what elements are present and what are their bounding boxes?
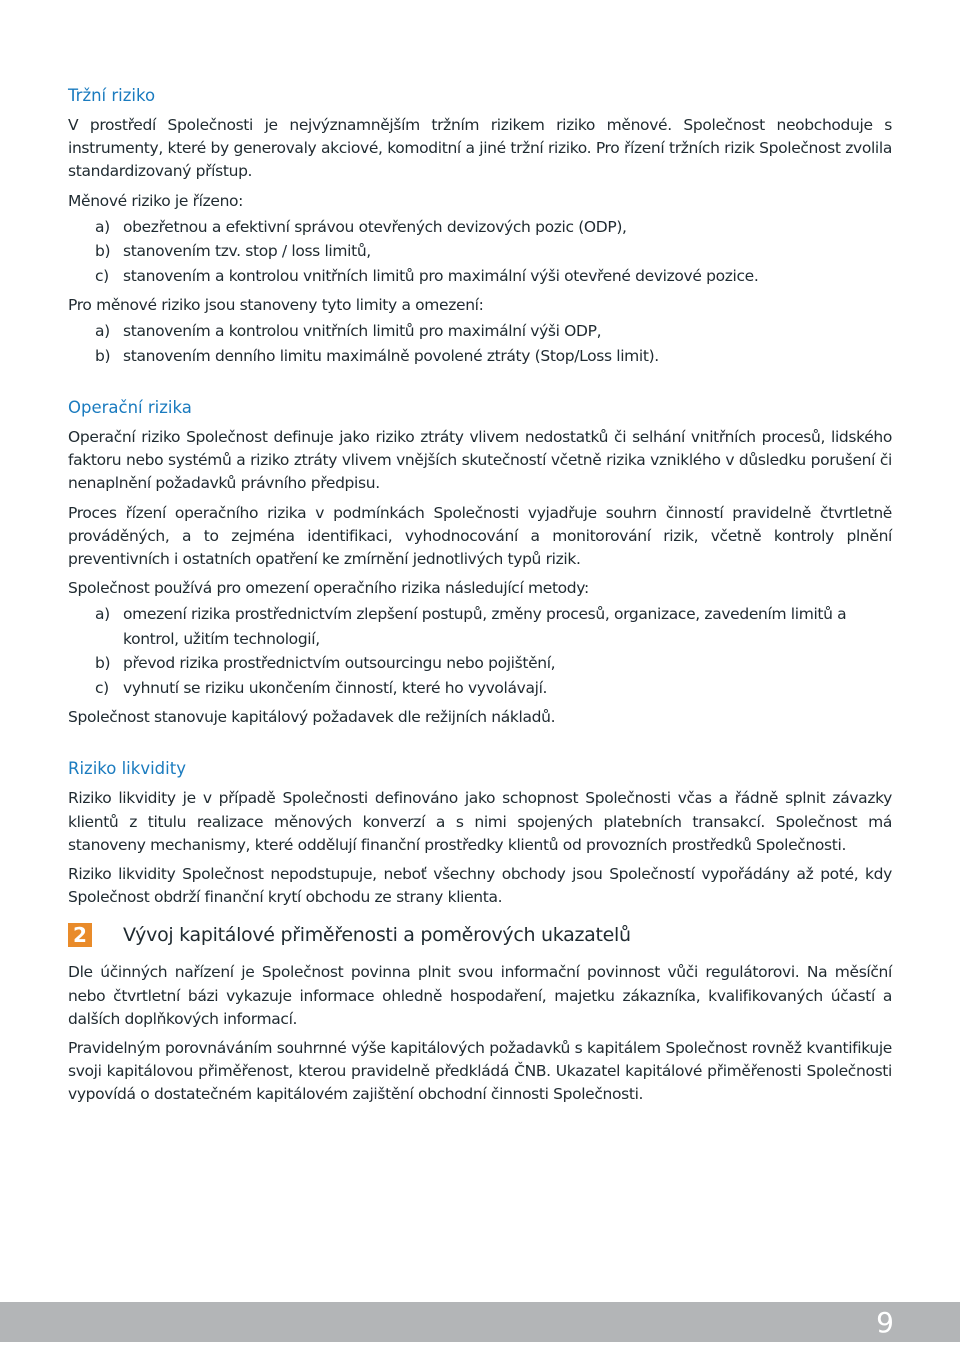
- market-risk-list-2: [68, 319, 892, 368]
- liquidity-risk-paragraph-1: Riziko likvidity je v případě Společnosti definováno jako schopnost Společnosti včas a řádně splnit závazky klientů z titulu realizace měnových konverzí a s nimi spojených platebních transakcí. Společnost má stanoveny mechanismy, které oddělují finanční prostředky klientů od provozních prostředků Společnosti.: [68, 789, 892, 854]
- operational-risk-paragraph-2: Proces řízení operačního rizika v podmínkách Společnosti vyjadřuje souhrn činností pravidelně čtvrtletně prováděných, a to zejména identifikaci, vyhodnocování a monitorování rizik, včetně kontroly plnění preventivních i ostatních opatření ke zmírnění jednotlivých typů rizik.: [68, 503, 892, 569]
- chapter-paragraph-1: Dle účinných nařízení je Společnost povinna plnit svou informační povinnost vůči regulátorovi. Na měsíční nebo čtvrtletní bázi vykazuje informace ohledně hospodaření, majetku zákazníka, kvalifikovaných účastí a dalších doplňkových informací.: [68, 963, 892, 1028]
- list-item: b) převod rizika prostřednictvím outsourcingu nebo pojištění,: [95, 654, 556, 673]
- operational-risk-paragraph-4: Společnost stanovuje kapitálový požadavek dle režijních nákladů.: [68, 708, 556, 727]
- liquidity-risk-paragraph-2: Riziko likvidity Společnost nepodstupuje, neboť všechny obchody jsou Společností vypořádány až poté, kdy Společnost obdrží finanční krytí obchodu ze strany klienta.: [68, 864, 892, 907]
- chapter-paragraph-2: Pravidelným porovnáváním souhrnné výše kapitálových požadavků s kapitálem Společnost rovněž kvantifikuje svoji kapitálovou přiměřenost, kterou pravidelně předkládá ČNB. Ukazatel kapitálové přiměřenosti Společnosti vypovídá o dostatečném kapitálovém zajištění obchodní činnosti Společnosti.: [68, 1038, 892, 1104]
- list-item: b) stanovením denního limitu maximálně povolené ztráty (Stop/Loss limit).: [95, 346, 659, 365]
- list-item: b) stanovením tzv. stop / loss limitů,: [95, 242, 371, 261]
- market-risk-paragraph-2: Měnové riziko je řízeno:: [68, 191, 244, 210]
- chapter-heading: [68, 923, 892, 947]
- section-heading-liquidity-risk: Riziko likvidity: [68, 759, 186, 779]
- market-risk-paragraph-3: Pro měnové riziko jsou stanoveny tyto limity a omezení:: [68, 296, 484, 315]
- page-number: 9: [876, 1306, 894, 1339]
- section-heading-market-risk: Tržní riziko: [68, 86, 156, 105]
- market-risk-paragraph-1: V prostředí Společnosti je nejvýznamnějším tržním rizikem riziko měnové. Společnost neobchoduje s instrumenty, které by generovaly akciové, komoditní a jiné tržní riziko. Pro řízení tržních rizik Společnost zvolila standardizovaný přístup.: [68, 116, 892, 181]
- page-content: [68, 84, 892, 1113]
- operational-risk-paragraph-3: Společnost používá pro omezení operačního rizika následující metody:: [68, 579, 589, 598]
- list-item: a) stanovením a kontrolou vnitřních limitů pro maximální výši ODP,: [95, 322, 602, 341]
- operational-risk-list: [68, 602, 892, 700]
- list-item: c) stanovením a kontrolou vnitřních limitů pro maximální výši otevřené devizové pozice.: [95, 266, 759, 285]
- section-heading-operational-risk: Operační rizika: [68, 398, 192, 418]
- list-item: a) omezení rizika prostřednictvím zlepšení postupů, změny procesů, organizace, zavedením limitů a kontrol, užitím technologií,: [95, 605, 847, 648]
- operational-risk-paragraph-1: Operační riziko Společnost definuje jako riziko ztráty vlivem nedostatků či selhání vnitřních procesů, lidského faktoru nebo systémů a riziko ztráty vlivem vnějších skutečností včetně rizika vzniklého v důsledku porušení či nenaplnění požadavků právního předpisu.: [68, 428, 892, 493]
- list-item: a) obezřetnou a efektivní správou otevřených devizových pozic (ODP),: [95, 217, 627, 236]
- chapter-title: Vývoj kapitálové přiměřenosti a poměrových ukazatelů: [123, 924, 631, 947]
- footer-bar: [0, 1302, 960, 1342]
- market-risk-list-1: [68, 215, 892, 288]
- chapter-number-badge: 2: [68, 923, 92, 947]
- list-item: c) vyhnutí se riziku ukončením činností, které ho vyvolávají.: [95, 678, 548, 697]
